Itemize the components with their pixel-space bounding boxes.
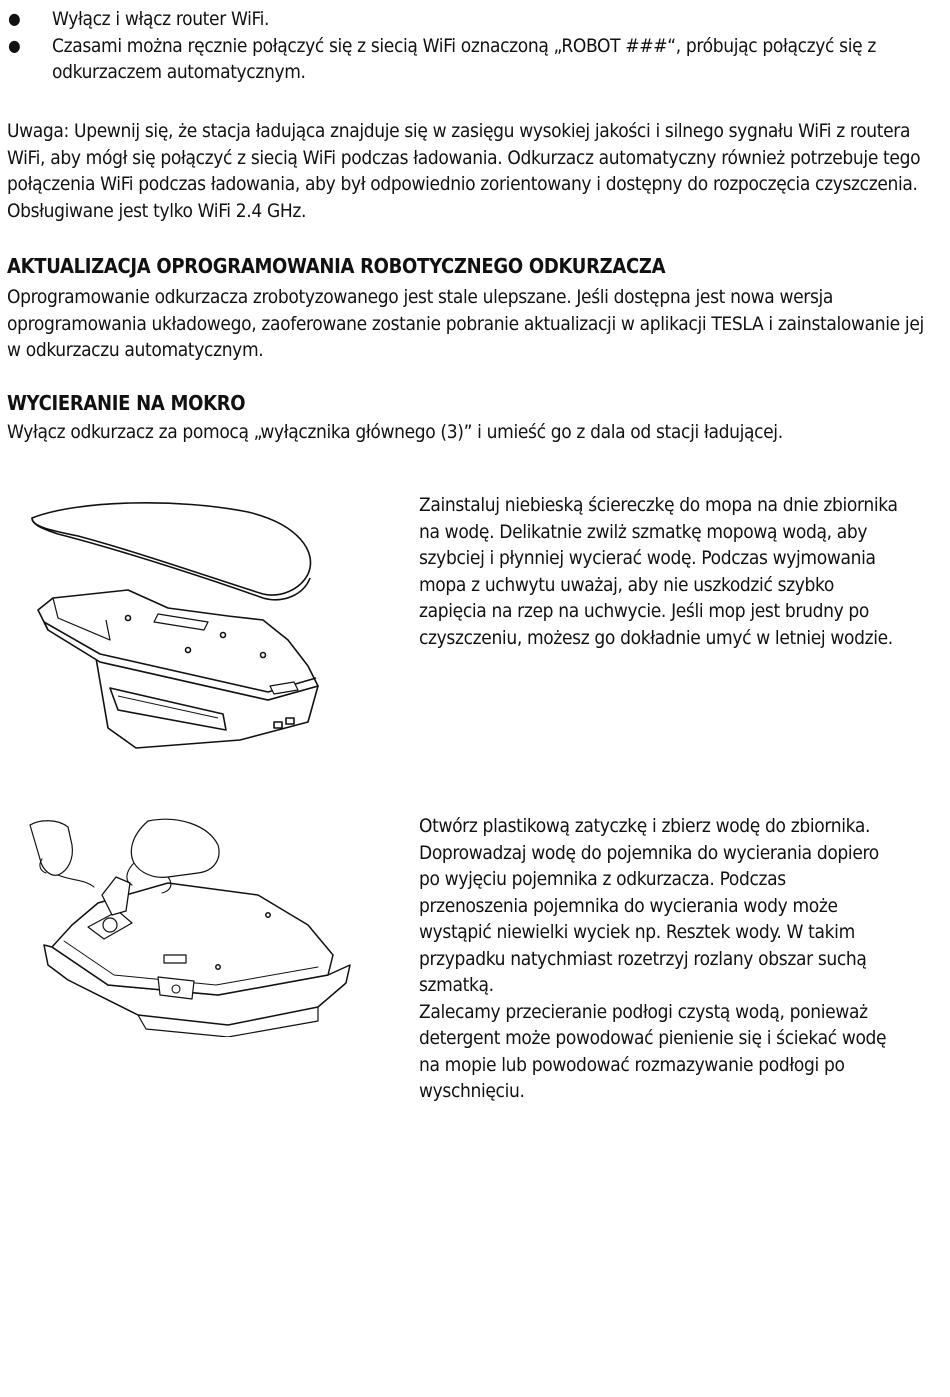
mop-pad-illustration <box>18 490 328 758</box>
list-item: ● Czasami można ręcznie połączyć się z siecią WiFi oznaczoną „ROBOT ###“, próbując połączyć się z odkurzaczem automatycznym. <box>8 34 877 83</box>
list-item: ● Wyłącz i włącz router WiFi. <box>0 6 930 33</box>
wifi-note: Uwaga: Upewnij się, że stacja ładująca znajduje się w zasięgu wysokiej jakości i silnego sygnału WiFi z routera WiFi, aby mógł się połączyć z siecią WiFi podczas ładowania. Odkurzacz automatyczny również potrzebuje tego połączenia WiFi podczas ładowania, aby był odpowiednio zorientowany i dostępny do rozpoczęcia czyszczenia. Obsługiwane jest tylko WiFi 2.4 GHz. <box>7 120 921 222</box>
bullet-icon: ● <box>8 35 21 55</box>
wet-heading: WYCIERANIE NA MOKRO <box>7 391 246 415</box>
troubleshooting-list <box>0 6 930 86</box>
wet-intro: Wyłącz odkurzacz za pomocą „wyłącznika głównego (3)” i umieść go z dala od stacji ładującej. <box>7 421 783 443</box>
firmware-heading: AKTUALIZACJA OPROGRAMOWANIA ROBOTYCZNEGO ODKURZACZA <box>7 254 666 278</box>
tank-text-fill: Otwórz plastikową zatyczkę i zbierz wodę do zbiornika. Doprowadzaj wodę do pojemnika do wycierania dopiero po wyjęciu pojemnika z odkurzacza. Podczas przenoszenia pojemnika do wycierania wody może wystąpić niewielki wyciek np. Resztek wody. W takim przypadku natychmiast rozetrzyj rozlany obszar suchą szmatką. <box>419 815 879 996</box>
tank-instructions <box>419 813 899 1105</box>
mop-instructions: Zainstaluj niebieską ściereczkę do mopa na dnie zbiornika na wodę. Delikatnie zwilż szmatkę mopową wodą, aby szybciej i płynniej wycierać wodę. Podczas wyjmowania mopa z uchwytu uważaj, aby nie uszkodzić szybko zapięcia na rzep na uchwycie. Jeśli mop jest brudny po czyszczeniu, możesz go dokładnie umyć w letniej wodzie. <box>419 494 898 649</box>
water-tank-filling-illustration <box>28 815 358 1037</box>
tank-text-recommendation: Zalecamy przecieranie podłogi czystą wodą, ponieważ detergent może powodować pienienie się i ściekać wodę na mopie lub powodować rozmazywanie podłogi po wyschnięciu. <box>419 1000 887 1102</box>
firmware-text: Oprogramowanie odkurzacza zrobotyzowanego jest stale ulepszane. Jeśli dostępna jest nowa wersja oprogramowania układowego, zaoferowane zostanie pobranie aktualizacji w aplikacji TESLA i zainstalowanie jej w odkurzaczu automatycznym. <box>7 286 924 361</box>
bullet-icon: ● <box>8 9 21 28</box>
